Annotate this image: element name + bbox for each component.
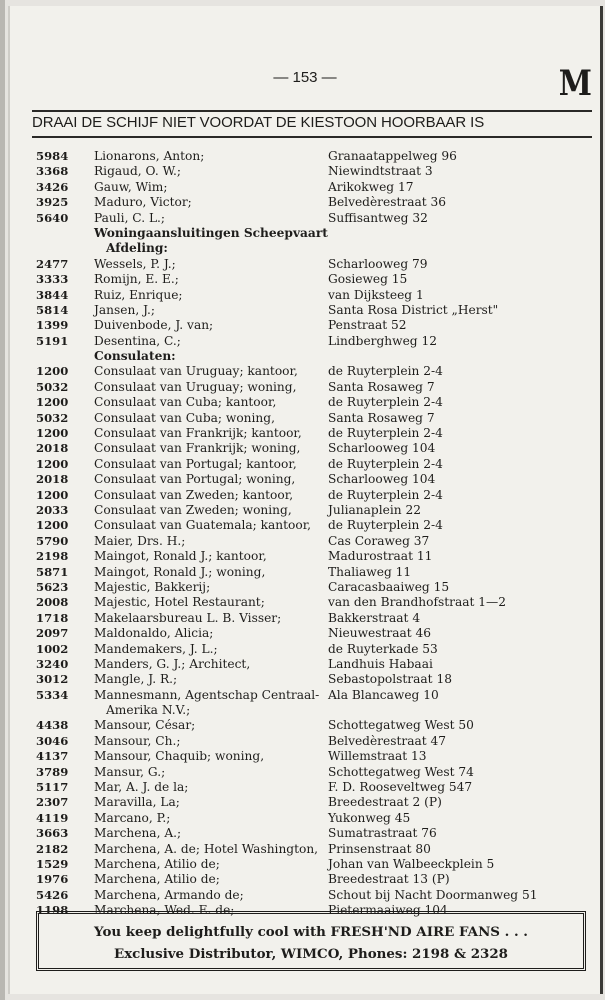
subscriber-address: van Dijksteeg 1 [328, 287, 424, 302]
phone-number: 3663 [36, 826, 69, 841]
directory-entry [36, 334, 596, 349]
subscriber-name: Romijn, E. E.; [94, 272, 179, 287]
directory-entry [36, 318, 596, 333]
directory-entry [36, 888, 596, 903]
phone-number: 5191 [36, 333, 69, 348]
subscriber-address: Santa Rosaweg 7 [328, 379, 435, 394]
phone-number: 1200 [36, 426, 69, 441]
phone-number: 1529 [36, 856, 69, 871]
subscriber-name: Wessels, P. J.; [94, 256, 176, 271]
subscriber-name: Maingot, Ronald J.; kantoor, [94, 549, 267, 564]
phone-number: 5790 [36, 533, 69, 548]
phone-number: 4119 [36, 810, 69, 825]
subscriber-address: de Ruyterplein 2-4 [328, 456, 443, 471]
directory-entry [36, 642, 596, 657]
subscriber-address: Yukonweg 45 [328, 810, 411, 825]
directory-entry [36, 565, 596, 580]
subscriber-address: de Ruyterplein 2-4 [328, 518, 443, 533]
subscriber-address: Madurostraat 11 [328, 549, 433, 564]
subscriber-name: Maier, Drs. H.; [94, 533, 186, 548]
subscriber-name: Marchena, A. de; Hotel Washington, [94, 841, 319, 856]
directory-entry [36, 503, 596, 518]
subscriber-name: Desentina, C.; [94, 333, 181, 348]
subscriber-name: Lionarons, Anton; [94, 149, 205, 163]
phone-number: 3789 [36, 764, 69, 779]
phone-number: 5426 [36, 887, 69, 902]
phone-number: 1200 [36, 518, 69, 533]
subscriber-name: Mar, A. J. de la; [94, 780, 189, 795]
directory-entry [36, 288, 596, 303]
directory-entry [36, 272, 596, 287]
subscriber-name: Consulaat van Cuba; kantoor, [94, 395, 277, 410]
phone-number: 3240 [36, 656, 69, 671]
phone-number: 2182 [36, 841, 69, 856]
phone-number: 3844 [36, 287, 69, 302]
directory-entry [36, 857, 596, 872]
phone-number: 5984 [36, 149, 69, 163]
subscriber-address: Pietermaaiweg 104 [328, 903, 448, 918]
subscriber-address: Breedestraat 2 (P) [328, 795, 442, 810]
subscriber-name: Mangle, J. R.; [94, 672, 178, 687]
subscriber-name: Woningaansluitingen Scheepvaart [94, 225, 328, 240]
subscriber-address: Scharlooweg 79 [328, 256, 428, 271]
phone-number: 3333 [36, 272, 69, 287]
phone-number: 1200 [36, 364, 69, 379]
subscriber-name: Consulaat van Portugal; woning, [94, 472, 296, 487]
subscriber-name: Consulaat van Zweden; woning, [94, 502, 292, 517]
directory-entry [36, 549, 596, 564]
subscriber-address: Ala Blancaweg 10 [328, 687, 439, 702]
directory-entry [36, 211, 596, 226]
subscriber-name: Mansour, Ch.; [94, 733, 181, 748]
directory-entry [36, 688, 596, 703]
subscriber-address: Willemstraat 13 [328, 749, 427, 764]
subscriber-name: Mansour, César; [94, 718, 196, 733]
subscriber-name: Consulaat van Portugal; kantoor, [94, 456, 297, 471]
subscriber-address: de Ruyterplein 2-4 [328, 426, 443, 441]
subscriber-address: de Ruyterplein 2-4 [328, 364, 443, 379]
subscriber-name: Makelaarsbureau L. B. Visser; [94, 610, 282, 625]
directory-entry [36, 672, 596, 687]
subscriber-address: van den Brandhofstraat 1—2 [328, 595, 506, 610]
subscriber-name: Majestic, Hotel Restaurant; [94, 595, 265, 610]
subscriber-name: Majestic, Bakkerij; [94, 579, 211, 594]
subscriber-address: Schout bij Nacht Doormanweg 51 [328, 887, 538, 902]
directory-entry [36, 580, 596, 595]
phone-number: 3368 [36, 164, 69, 179]
directory-entry [36, 226, 596, 241]
directory-entry [36, 518, 596, 533]
subscriber-address: Santa Rosaweg 7 [328, 410, 435, 425]
subscriber-address: Niewindtstraat 3 [328, 164, 433, 179]
directory-entry [36, 241, 596, 256]
phone-number: 1002 [36, 641, 69, 656]
subscriber-name: Maravilla, La; [94, 795, 180, 810]
phone-number: 2018 [36, 441, 69, 456]
subscriber-address: Suffisantweg 32 [328, 210, 428, 225]
subscriber-name: Maduro, Victor; [94, 195, 192, 210]
directory-entry [36, 441, 596, 456]
directory-entry [36, 749, 596, 764]
page-number: — 153 — [273, 69, 337, 86]
directory-entry [36, 534, 596, 549]
phone-number: 1200 [36, 487, 69, 502]
subscriber-name: Marchena, Atilio de; [94, 856, 220, 871]
ad-line-1: You keep delightfully cool with FRESH'ND AIRE FANS . . . [94, 924, 528, 940]
phone-number: 1198 [36, 903, 69, 918]
subscriber-address: Arikokweg 17 [328, 179, 414, 194]
phone-directory-list [36, 149, 596, 919]
page-binding-edge [0, 0, 5, 1000]
subscriber-name: Consulaat van Guatemala; kantoor, [94, 518, 312, 533]
directory-entry [36, 364, 596, 379]
subscriber-name: Rigaud, O. W.; [94, 164, 181, 179]
directory-entry [36, 595, 596, 610]
directory-entry [36, 657, 596, 672]
directory-entry [36, 765, 596, 780]
subscriber-name: Pauli, C. L.; [94, 210, 166, 225]
subscriber-address: Schottegatweg West 74 [328, 764, 474, 779]
directory-entry [36, 426, 596, 441]
subscriber-name: Jansen, J.; [94, 302, 155, 317]
directory-entry [36, 411, 596, 426]
directory-entry [36, 472, 596, 487]
page-header [10, 68, 600, 86]
directory-entry [36, 395, 596, 410]
directory-entry [36, 826, 596, 841]
subscriber-name: Duivenbode, J. van; [94, 318, 214, 333]
subscriber-name: Mannesmann, Agentschap Centraal- [94, 687, 320, 702]
subscriber-address: Bakkerstraat 4 [328, 610, 421, 625]
subscriber-address: Cas Coraweg 37 [328, 533, 430, 548]
section-letter: M [558, 64, 592, 105]
directory-entry [36, 164, 596, 179]
phone-number: 4438 [36, 718, 69, 733]
subscriber-name: Marchena, Armando de; [94, 887, 244, 902]
subscriber-address: Julianaplein 22 [328, 502, 421, 517]
directory-entry [36, 811, 596, 826]
subscriber-address: Scharlooweg 104 [328, 441, 436, 456]
subscriber-address: Santa Rosa District „Herst" [328, 302, 499, 317]
phone-number: 3046 [36, 733, 69, 748]
directory-entry [36, 195, 596, 210]
subscriber-name: Consulaat van Zweden; kantoor, [94, 487, 294, 502]
phone-number: 1200 [36, 456, 69, 471]
subscriber-name: Consulaat van Uruguay; woning, [94, 379, 297, 394]
subscriber-name: Consulaat van Frankrijk; woning, [94, 441, 301, 456]
directory-entry [36, 380, 596, 395]
directory-entry [36, 780, 596, 795]
phone-number: 2008 [36, 595, 69, 610]
subscriber-name: Maingot, Ronald J.; woning, [94, 564, 266, 579]
subscriber-address: de Ruyterkade 53 [328, 641, 438, 656]
subscriber-name: Consulaat van Uruguay; kantoor, [94, 364, 298, 379]
dialing-instruction-banner: DRAAI DE SCHIJF NIET VOORDAT DE KIESTOON HOORBAAR IS [32, 110, 592, 138]
subscriber-address: Landhuis Habaai [328, 656, 433, 671]
directory-entry [36, 795, 596, 810]
directory-entry [36, 457, 596, 472]
phone-number: 1976 [36, 872, 69, 887]
subscriber-address: de Ruyterplein 2-4 [328, 487, 443, 502]
subscriber-name: Marcano, P.; [94, 810, 171, 825]
subscriber-address: de Ruyterplein 2-4 [328, 395, 443, 410]
subscriber-address: Prinsenstraat 80 [328, 841, 431, 856]
phone-number: 2307 [36, 795, 69, 810]
ad-line-2: Exclusive Distributor, WIMCO, Phones: 2198 & 2328 [113, 946, 508, 962]
directory-entry [36, 703, 596, 718]
subscriber-address: Thaliaweg 11 [328, 564, 412, 579]
subscriber-name: Manders, G. J.; Architect, [94, 656, 251, 671]
subscriber-name: Maldonaldo, Alicia; [94, 626, 214, 641]
phone-number: 1399 [36, 318, 69, 333]
phone-number: 3925 [36, 195, 69, 210]
subscriber-address: Sebastopolstraat 18 [328, 672, 452, 687]
subscriber-name: Mansour, Chaquib; woning, [94, 749, 265, 764]
subscriber-name: Consulaat van Cuba; woning, [94, 410, 275, 425]
subscriber-address: Breedestraat 13 (P) [328, 872, 450, 887]
phone-number: 5334 [36, 687, 69, 702]
phone-number: 2198 [36, 549, 69, 564]
phone-number: 5032 [36, 379, 69, 394]
subscriber-address: Scharlooweg 104 [328, 472, 436, 487]
phone-number: 3426 [36, 179, 69, 194]
phone-number: 5032 [36, 410, 69, 425]
subscriber-name: Gauw, Wim; [94, 179, 168, 194]
subscriber-address: Belvedèrestraat 47 [328, 733, 447, 748]
directory-entry [36, 149, 596, 164]
directory-entry [36, 303, 596, 318]
subscriber-address: Penstraat 52 [328, 318, 407, 333]
phone-number: 5871 [36, 564, 69, 579]
phone-number: 1718 [36, 610, 69, 625]
phone-number: 2018 [36, 472, 69, 487]
subscriber-address: Sumatrastraat 76 [328, 826, 437, 841]
directory-page [8, 6, 603, 994]
subscriber-address: Granaatappelweg 96 [328, 149, 457, 163]
phone-number: 5814 [36, 302, 69, 317]
phone-number: 4137 [36, 749, 69, 764]
subscriber-name: Mansur, G.; [94, 764, 166, 779]
phone-number: 5117 [36, 780, 69, 795]
subscriber-name: Amerika N.V.; [106, 703, 191, 718]
directory-entry [36, 626, 596, 641]
phone-number: 1200 [36, 395, 69, 410]
phone-number: 5640 [36, 210, 69, 225]
directory-entry [36, 872, 596, 887]
directory-entry [36, 488, 596, 503]
subscriber-address: Johan van Walbeeckplein 5 [328, 856, 495, 871]
directory-entry [36, 349, 596, 364]
phone-number: 2033 [36, 502, 69, 517]
directory-entry [36, 734, 596, 749]
subscriber-name: Marchena, A.; [94, 826, 182, 841]
directory-entry [36, 718, 596, 733]
subscriber-name: Mandemakers, J. L.; [94, 641, 218, 656]
subscriber-name: Consulaat van Frankrijk; kantoor, [94, 426, 302, 441]
directory-entry [36, 180, 596, 195]
subscriber-address: Lindberghweg 12 [328, 333, 437, 348]
phone-number: 5623 [36, 579, 69, 594]
advertisement-box [36, 911, 586, 971]
phone-number: 2097 [36, 626, 69, 641]
subscriber-name: Marchena, Wed. E. de; [94, 903, 235, 918]
subscriber-address: Caracasbaaiweg 15 [328, 579, 450, 594]
directory-entry [36, 842, 596, 857]
directory-entry [36, 257, 596, 272]
phone-number: 2477 [36, 256, 69, 271]
directory-entry [36, 611, 596, 626]
subscriber-name: Marchena, Atilio de; [94, 872, 220, 887]
subscriber-address: Gosieweg 15 [328, 272, 408, 287]
subscriber-address: Belvedèrestraat 36 [328, 195, 447, 210]
subscriber-name: Ruiz, Enrique; [94, 287, 183, 302]
subscriber-name: Consulaten: [94, 349, 176, 364]
subscriber-address: Nieuwestraat 46 [328, 626, 432, 641]
subscriber-name: Afdeling: [106, 241, 168, 256]
phone-number: 3012 [36, 672, 69, 687]
subscriber-address: Schottegatweg West 50 [328, 718, 474, 733]
subscriber-address: F. D. Rooseveltweg 547 [328, 780, 473, 795]
